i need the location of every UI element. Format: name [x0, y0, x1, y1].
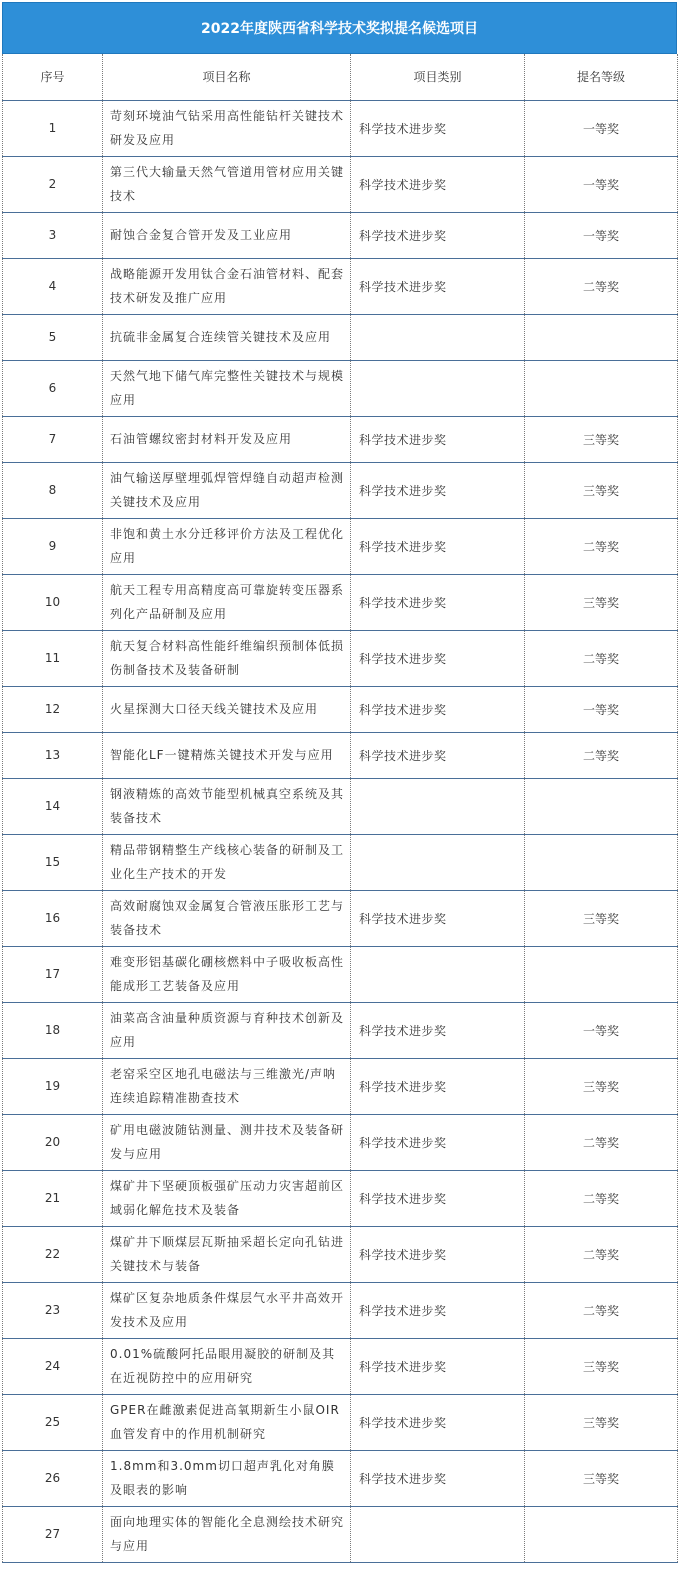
- project-name-cell: 航天工程专用高精度高可靠旋转变压器系列化产品研制及应用: [103, 574, 351, 630]
- project-name-cell: 苛刻环境油气钻采用高性能钻杆关键技术研发及应用: [103, 100, 351, 156]
- project-category-cell: [351, 946, 525, 1002]
- nomination-level-cell: 三等奖: [525, 890, 678, 946]
- header-project-name: 项目名称: [103, 54, 351, 100]
- project-name-cell: 第三代大输量天然气管道用管材应用关键技术: [103, 156, 351, 212]
- project-category-cell: 科学技术进步奖: [351, 100, 525, 156]
- row-number: 12: [3, 686, 103, 732]
- row-number: 5: [3, 314, 103, 360]
- table-row: [3, 1114, 678, 1170]
- nomination-level-cell: 二等奖: [525, 1170, 678, 1226]
- table-header-row: [3, 54, 678, 100]
- project-category-cell: [351, 834, 525, 890]
- table-row: [3, 100, 678, 156]
- project-category-cell: [351, 314, 525, 360]
- nomination-level-cell: 二等奖: [525, 1114, 678, 1170]
- row-number: 24: [3, 1338, 103, 1394]
- nomination-level-cell: 二等奖: [525, 518, 678, 574]
- project-name-cell: 航天复合材料高性能纤维编织预制体低损伤制备技术及装备研制: [103, 630, 351, 686]
- header-no: 序号: [3, 54, 103, 100]
- row-number: 15: [3, 834, 103, 890]
- nomination-level-cell: 二等奖: [525, 1282, 678, 1338]
- project-name-cell: 难变形铝基碳化硼核燃料中子吸收板高性能成形工艺装备及应用: [103, 946, 351, 1002]
- table-row: [3, 258, 678, 314]
- row-number: 23: [3, 1282, 103, 1338]
- table-row: [3, 1002, 678, 1058]
- project-category-cell: 科学技术进步奖: [351, 1394, 525, 1450]
- row-number: 7: [3, 416, 103, 462]
- row-number: 16: [3, 890, 103, 946]
- award-table: [2, 54, 678, 1563]
- project-name-cell: GPER在雌激素促进高氧期新生小鼠OIR血管发育中的作用机制研究: [103, 1394, 351, 1450]
- row-number: 26: [3, 1450, 103, 1506]
- project-category-cell: 科学技术进步奖: [351, 1002, 525, 1058]
- row-number: 9: [3, 518, 103, 574]
- nomination-level-cell: 三等奖: [525, 462, 678, 518]
- project-category-cell: 科学技术进步奖: [351, 1058, 525, 1114]
- nomination-level-cell: 一等奖: [525, 212, 678, 258]
- row-number: 20: [3, 1114, 103, 1170]
- nomination-level-cell: 三等奖: [525, 574, 678, 630]
- row-number: 6: [3, 360, 103, 416]
- table-row: [3, 834, 678, 890]
- project-category-cell: [351, 778, 525, 834]
- project-name-cell: 油菜高含油量种质资源与育种技术创新及应用: [103, 1002, 351, 1058]
- table-row: [3, 462, 678, 518]
- nomination-level-cell: [525, 314, 678, 360]
- table-row: [3, 518, 678, 574]
- table-row: [3, 1282, 678, 1338]
- row-number: 18: [3, 1002, 103, 1058]
- project-name-cell: 矿用电磁波随钻测量、测井技术及装备研发与应用: [103, 1114, 351, 1170]
- table-title: 2022年度陕西省科学技术奖拟提名候选项目: [2, 2, 677, 54]
- table-row: [3, 156, 678, 212]
- project-name-cell: 耐蚀合金复合管开发及工业应用: [103, 212, 351, 258]
- nomination-level-cell: 三等奖: [525, 1338, 678, 1394]
- project-name-cell: 智能化LF一键精炼关键技术开发与应用: [103, 732, 351, 778]
- table-row: [3, 946, 678, 1002]
- row-number: 22: [3, 1226, 103, 1282]
- table-row: [3, 416, 678, 462]
- project-category-cell: 科学技术进步奖: [351, 1226, 525, 1282]
- nomination-level-cell: 三等奖: [525, 1450, 678, 1506]
- nomination-level-cell: [525, 360, 678, 416]
- nomination-level-cell: [525, 834, 678, 890]
- project-category-cell: 科学技术进步奖: [351, 212, 525, 258]
- project-name-cell: 抗硫非金属复合连续管关键技术及应用: [103, 314, 351, 360]
- table-row: [3, 630, 678, 686]
- project-category-cell: 科学技术进步奖: [351, 462, 525, 518]
- project-category-cell: 科学技术进步奖: [351, 1282, 525, 1338]
- nomination-level-cell: 一等奖: [525, 156, 678, 212]
- project-name-cell: 天然气地下储气库完整性关键技术与规模应用: [103, 360, 351, 416]
- project-category-cell: 科学技术进步奖: [351, 518, 525, 574]
- nomination-level-cell: 一等奖: [525, 100, 678, 156]
- project-name-cell: 火星探测大口径天线关键技术及应用: [103, 686, 351, 732]
- table-row: [3, 732, 678, 778]
- row-number: 19: [3, 1058, 103, 1114]
- table-row: [3, 890, 678, 946]
- table-body: [3, 100, 678, 1562]
- nomination-level-cell: 三等奖: [525, 1058, 678, 1114]
- header-level: 提名等级: [525, 54, 678, 100]
- table-row: [3, 778, 678, 834]
- project-name-cell: 煤矿区复杂地质条件煤层气水平井高效开发技术及应用: [103, 1282, 351, 1338]
- table-row: [3, 686, 678, 732]
- table-row: [3, 1338, 678, 1394]
- table-row: [3, 1450, 678, 1506]
- project-name-cell: 油气输送厚壁埋弧焊管焊缝自动超声检测关键技术及应用: [103, 462, 351, 518]
- project-category-cell: 科学技术进步奖: [351, 1450, 525, 1506]
- row-number: 17: [3, 946, 103, 1002]
- nomination-level-cell: 二等奖: [525, 258, 678, 314]
- project-category-cell: 科学技术进步奖: [351, 630, 525, 686]
- row-number: 3: [3, 212, 103, 258]
- table-row: [3, 1506, 678, 1562]
- project-name-cell: 精品带钢精整生产线核心装备的研制及工业化生产技术的开发: [103, 834, 351, 890]
- table-row: [3, 212, 678, 258]
- project-name-cell: 高效耐腐蚀双金属复合管液压胀形工艺与装备技术: [103, 890, 351, 946]
- project-category-cell: 科学技术进步奖: [351, 416, 525, 462]
- nomination-level-cell: 三等奖: [525, 1394, 678, 1450]
- project-name-cell: 老窑采空区地孔电磁法与三维激光/声呐连续追踪精准勘查技术: [103, 1058, 351, 1114]
- table-row: [3, 1058, 678, 1114]
- row-number: 14: [3, 778, 103, 834]
- project-name-cell: 1.8mm和3.0mm切口超声乳化对角膜及眼表的影响: [103, 1450, 351, 1506]
- header-category: 项目类别: [351, 54, 525, 100]
- project-name-cell: 面向地理实体的智能化全息测绘技术研究与应用: [103, 1506, 351, 1562]
- row-number: 1: [3, 100, 103, 156]
- project-category-cell: 科学技术进步奖: [351, 1114, 525, 1170]
- award-list-document: [2, 2, 677, 1563]
- project-category-cell: [351, 1506, 525, 1562]
- row-number: 10: [3, 574, 103, 630]
- table-row: [3, 360, 678, 416]
- table-row: [3, 314, 678, 360]
- table-row: [3, 1170, 678, 1226]
- nomination-level-cell: 一等奖: [525, 1002, 678, 1058]
- project-category-cell: [351, 360, 525, 416]
- row-number: 13: [3, 732, 103, 778]
- project-name-cell: 钢液精炼的高效节能型机械真空系统及其装备技术: [103, 778, 351, 834]
- table-row: [3, 1226, 678, 1282]
- table-row: [3, 1394, 678, 1450]
- row-number: 27: [3, 1506, 103, 1562]
- project-name-cell: 0.01%硫酸阿托品眼用凝胶的研制及其在近视防控中的应用研究: [103, 1338, 351, 1394]
- project-name-cell: 煤矿井下坚硬顶板强矿压动力灾害超前区域弱化解危技术及装备: [103, 1170, 351, 1226]
- project-name-cell: 石油管螺纹密封材料开发及应用: [103, 416, 351, 462]
- nomination-level-cell: [525, 778, 678, 834]
- nomination-level-cell: [525, 1506, 678, 1562]
- nomination-level-cell: 二等奖: [525, 630, 678, 686]
- project-name-cell: 战略能源开发用钛合金石油管材料、配套技术研发及推广应用: [103, 258, 351, 314]
- row-number: 8: [3, 462, 103, 518]
- nomination-level-cell: [525, 946, 678, 1002]
- nomination-level-cell: 二等奖: [525, 732, 678, 778]
- table-row: [3, 574, 678, 630]
- project-category-cell: 科学技术进步奖: [351, 156, 525, 212]
- project-name-cell: 非饱和黄土水分迁移评价方法及工程优化应用: [103, 518, 351, 574]
- project-category-cell: 科学技术进步奖: [351, 686, 525, 732]
- row-number: 21: [3, 1170, 103, 1226]
- row-number: 25: [3, 1394, 103, 1450]
- nomination-level-cell: 一等奖: [525, 686, 678, 732]
- project-category-cell: 科学技术进步奖: [351, 732, 525, 778]
- project-name-cell: 煤矿井下顺煤层瓦斯抽采超长定向孔钻进关键技术与装备: [103, 1226, 351, 1282]
- project-category-cell: 科学技术进步奖: [351, 890, 525, 946]
- project-category-cell: 科学技术进步奖: [351, 1338, 525, 1394]
- project-category-cell: 科学技术进步奖: [351, 1170, 525, 1226]
- row-number: 4: [3, 258, 103, 314]
- row-number: 2: [3, 156, 103, 212]
- project-category-cell: 科学技术进步奖: [351, 258, 525, 314]
- project-category-cell: 科学技术进步奖: [351, 574, 525, 630]
- nomination-level-cell: 三等奖: [525, 416, 678, 462]
- nomination-level-cell: 二等奖: [525, 1226, 678, 1282]
- row-number: 11: [3, 630, 103, 686]
